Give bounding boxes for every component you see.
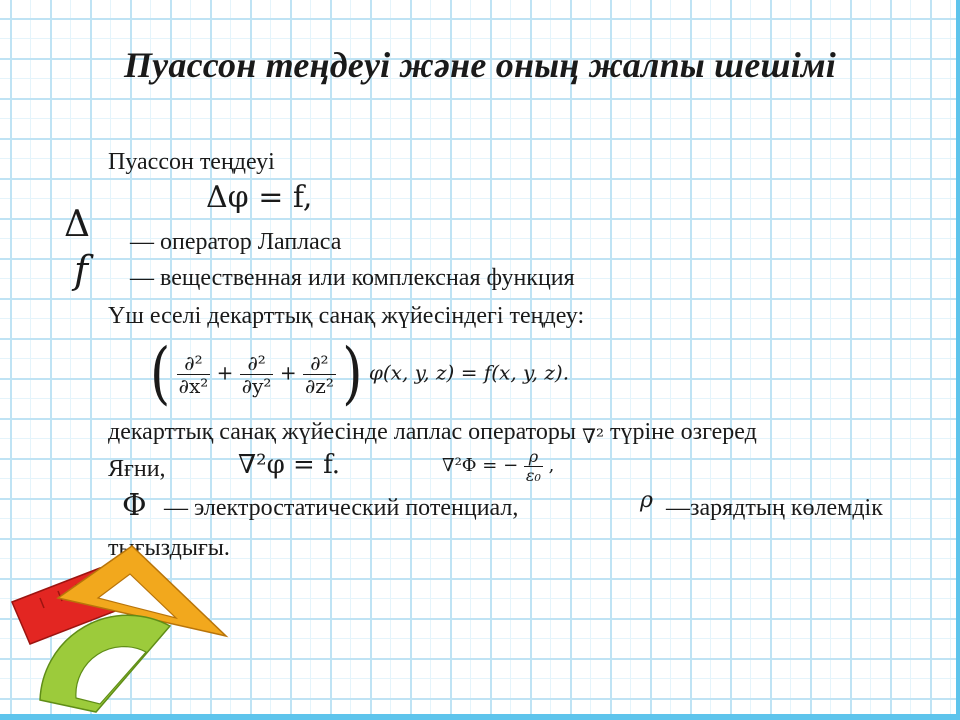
- operator-text-2: түріне озгеред: [609, 419, 757, 445]
- frac-z: $\frac{\text{∂²}}{\text{∂z²}}$: [304, 350, 334, 398]
- plus-2: +: [279, 360, 297, 385]
- frac-y: $\frac{\text{∂²}}{\text{∂y²}}$: [241, 350, 272, 398]
- geometry-tools-illustration: [0, 540, 260, 716]
- def-delta: — оператор Лапласа: [130, 229, 342, 255]
- right-paren: ): [342, 335, 363, 413]
- nabla-equation: ∇²φ = f.: [238, 450, 341, 480]
- intro-text: Пуассон теңдеуі: [108, 149, 275, 175]
- f-symbol: f: [74, 248, 89, 292]
- frac-x: $\frac{\text{∂²}}{\text{∂x²}}$: [178, 350, 209, 398]
- rho-symbol: ρ: [640, 488, 653, 513]
- cartesian-equation: [150, 335, 570, 413]
- potential-equation: ∇²Φ = − $\frac{\rho}{\text{ε₀}}$ ,: [442, 447, 555, 485]
- operator-text: декарттық санақ жүйесінде лаплас операторы: [108, 419, 576, 445]
- poisson-equation-text: Δφ = f,: [206, 180, 313, 215]
- yagni-text: Яғни,: [108, 456, 166, 482]
- def-phi: — электростатический потенциал,: [164, 495, 519, 521]
- def-rho: —зарядтың көлемдік: [666, 495, 883, 521]
- phi-symbol: Φ: [122, 488, 147, 523]
- delta-symbol: Δ: [64, 204, 90, 245]
- nabla-sq-symbol: ∇²: [581, 424, 604, 448]
- cartesian-rhs: φ(x, y, z) = f(x, y, z).: [368, 360, 570, 385]
- plus-1: +: [216, 360, 234, 385]
- def-f: — вещественная или комплексная функция: [130, 265, 575, 291]
- operator-line: [108, 418, 757, 450]
- cartesian-intro: Үш еселі декарттық санақ жүйесіндегі теңдеу:: [108, 303, 585, 329]
- slide-title: Пуассон теңдеуі және оның жалпы шешімі: [123, 45, 836, 85]
- density-text: тығыздығы.: [108, 535, 230, 561]
- poisson-equation: [206, 180, 312, 215]
- left-paren: (: [150, 335, 171, 413]
